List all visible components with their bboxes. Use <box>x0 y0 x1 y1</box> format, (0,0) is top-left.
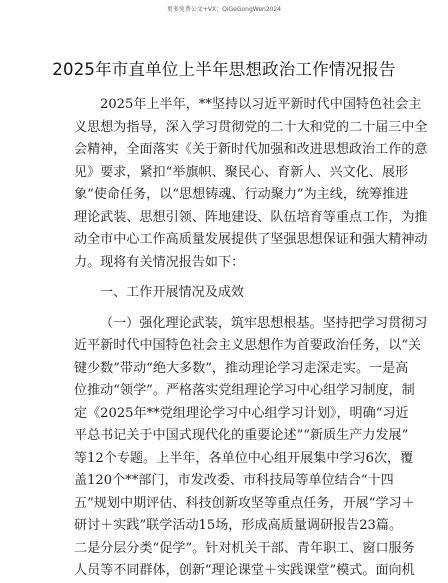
paragraph-line: （一）强化理论武装，筑牢思想根基。坚持把学习贯彻习 <box>100 315 428 331</box>
paragraph-line: 动全市中心工作高质量发展提供了坚强思想保证和强大精神动 <box>74 232 428 247</box>
paragraph-line: 见》要求，紧扣“举旗帜、聚民心、育新人、兴文化、展形 <box>74 164 409 180</box>
paragraph-1 <box>74 94 428 274</box>
document-title: 2025年市直单位上半年思想政治工作情况报告 <box>52 60 396 79</box>
paragraph-line: 研讨＋实践”联学活动15场，形成高质量调研报告23篇。 <box>74 518 403 533</box>
paragraph-line: 近平新时代中国特色社会主义思想作为首要政治任务，以“关 <box>74 338 422 353</box>
paragraph-line: 五”规划中期评估、科技创新攻坚等重点任务，开展“学习＋ <box>74 495 415 511</box>
paragraph-line: 键少数”带动“绝大多数”，推动理论学习走深走实。一是高 <box>74 360 409 376</box>
paragraph-line: 力。现将有关情况报告如下： <box>74 254 245 270</box>
paragraph-line: 二是分层分类“促学”。针对机关干部、青年职工、窗口服务 <box>74 540 415 556</box>
paragraph-line: 义思想为指导，深入学习贯彻党的二十大和党的二十届三中全 <box>74 119 428 135</box>
header-note: 更多免费公文+VX：QiGeGongWen2024 <box>166 6 282 13</box>
paragraph-line: 会精神，全面落实《关于新时代加强和改进思想政治工作的意 <box>74 142 428 157</box>
paragraph-line: 理论武装、思想引领、阵地建设、队伍培育等重点工作，为推 <box>74 209 428 225</box>
section-heading: 一、工作开展情况及成效 <box>100 285 245 300</box>
paragraph-2 <box>74 313 428 583</box>
paragraph-line: 定《2025年**党组理论学习中心组学习计划》，明确“习近 <box>74 405 409 421</box>
paragraph-line: 位推动“领学”。严格落实党组理论学习中心组学习制度，制 <box>74 383 415 398</box>
paragraph-line: 平总书记关于中国式现代化的重要论述”“新质生产力发展” <box>74 428 409 443</box>
paragraph-line: 等12个专题。上半年，各单位中心组开展集中学习6次，覆 <box>74 450 414 466</box>
paragraph-line: 人员等不同群体，创新“理论课堂＋实践课堂”模式。面向机 <box>74 563 415 578</box>
paragraph-line: 盖120个**部门，市发改委、市科技局等单位结合“十四 <box>74 473 394 488</box>
paragraph-line: 2025年上半年，**坚持以习近平新时代中国特色社会主 <box>100 97 422 112</box>
paragraph-line: 象”使命任务，以“思想铸魂、行动聚力”为主线，统筹推进 <box>74 187 409 202</box>
document-body <box>74 94 428 583</box>
